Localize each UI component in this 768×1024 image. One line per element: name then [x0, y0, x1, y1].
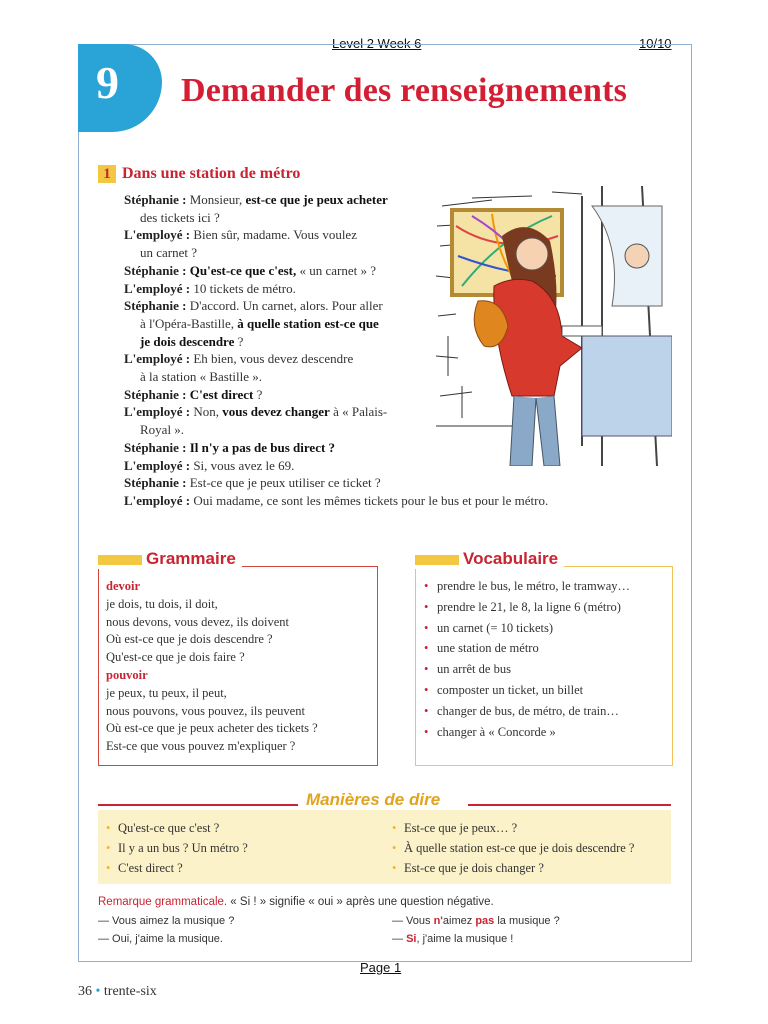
vocab-item: • un arrêt de bus [424, 661, 668, 679]
dialog-line: Stéphanie : Qu'est-ce que c'est, « un carnet » ? [124, 262, 377, 278]
example-neg-question: — Vous n'aimez pas la musique ? [392, 915, 560, 927]
example-question: — Vous aimez la musique ? [98, 915, 235, 927]
vocab-item: • changer de bus, de métro, de train… [424, 703, 668, 721]
dialog-line: Stéphanie : Monsieur, est-ce que je peux acheter [124, 192, 388, 207]
dialog-line: L'employé : Oui madame, ce sont les mêmes tickets pour le bus et pour le métro. [124, 492, 549, 508]
verb-devoir: devoir [106, 579, 141, 593]
dialog-line: Stéphanie : D'accord. Un carnet, alors. Pour aller [124, 298, 383, 314]
page-title: Demander des renseignements [181, 72, 628, 109]
section-heading [98, 165, 300, 183]
phrase-item: • C'est direct ? [106, 858, 248, 878]
gram-line: nous pouvons, vous pouvez, ils peuvent [106, 703, 305, 718]
dialog-line: des tickets ici ? [140, 209, 220, 225]
header-level: Level 2 Week 6 [332, 36, 422, 51]
phrase-item: • Il y a un bus ? Un métro ? [106, 838, 248, 858]
gram-line: Où est-ce que je dois descendre ? [106, 632, 273, 647]
dialog-line: L'employé : Bien sûr, madame. Vous voulez [124, 227, 357, 243]
vocabulaire-list [424, 578, 668, 744]
dialog-line: L'employé : Si, vous avez le 69. [124, 457, 295, 473]
vocab-item: • composter un ticket, un billet [424, 682, 668, 700]
manieres-left [106, 818, 248, 878]
dialog-line: L'employé : Non, vous devez changer à « Palais- [124, 404, 388, 420]
manieres-title: Manières de dire [306, 790, 441, 809]
header-page-count: 10/10 [639, 36, 672, 51]
verb-pouvoir: pouvoir [106, 667, 148, 682]
remarque: Remarque grammaticale. « Si ! » signifie « oui » après une question négative. [98, 896, 494, 908]
dialog-line: Royal ». [140, 422, 185, 438]
section-title: Dans une station de métro [122, 165, 301, 182]
dialog-line: à la station « Bastille ». [140, 369, 263, 385]
page-number: 36 • trente-six [78, 984, 157, 999]
dialog-line: un carnet ? [140, 245, 198, 261]
gram-line: Est-ce que vous pouvez m'expliquer ? [106, 739, 296, 754]
example-si-answer: — Si, j'aime la musique ! [392, 933, 514, 945]
divider [98, 804, 298, 806]
dialog-line: L'employé : 10 tickets de métro. [124, 280, 296, 296]
divider [468, 804, 671, 806]
vocab-item: • prendre le 21, le 8, la ligne 6 (métro) [424, 599, 668, 617]
gram-line: nous devons, vous devez, ils doivent [106, 614, 289, 629]
phrase-item: • Est-ce que je peux… ? [392, 818, 634, 838]
vocab-item: • prendre le bus, le métro, le tramway… [424, 578, 668, 596]
phrase-item: • Est-ce que je dois changer ? [392, 858, 634, 878]
grammaire-title: Grammaire [98, 549, 242, 569]
dialog-line: L'employé : Eh bien, vous devez descendre [124, 351, 354, 367]
gram-line: Où est-ce que je peux acheter des tickets ? [106, 721, 318, 736]
example-answer: — Oui, j'aime la musique. [98, 933, 223, 945]
gram-line: Qu'est-ce que je dois faire ? [106, 650, 245, 665]
dialog-line: à l'Opéra-Bastille, à quelle station est-ce que [140, 315, 379, 331]
metro-illustration [432, 186, 672, 466]
gram-line: je peux, tu peux, il peut, [106, 685, 227, 700]
vocabulaire-title: Vocabulaire [415, 549, 564, 569]
phrase-item: • Qu'est-ce que c'est ? [106, 818, 248, 838]
phrase-item: • À quelle station est-ce que je dois descendre ? [392, 838, 634, 858]
dialog-line: Stéphanie : Est-ce que je peux utiliser ce ticket ? [124, 475, 381, 491]
gram-line: je dois, tu dois, il doit, [106, 596, 218, 611]
section-number: 1 [98, 165, 116, 183]
dialog-line: je dois descendre ? [140, 333, 244, 349]
vocab-item: • une station de métro [424, 640, 668, 658]
footer-page: Page 1 [360, 960, 402, 975]
dialog-line: Stéphanie : Il n'y a pas de bus direct ? [124, 439, 336, 455]
vocab-item: • un carnet (= 10 tickets) [424, 620, 668, 638]
grammaire-body [106, 578, 368, 756]
lesson-number: 9 [96, 57, 119, 108]
vocab-item: • changer à « Concorde » [424, 724, 668, 742]
manieres-right [392, 818, 634, 878]
dialog-line: Stéphanie : C'est direct ? [124, 386, 263, 402]
